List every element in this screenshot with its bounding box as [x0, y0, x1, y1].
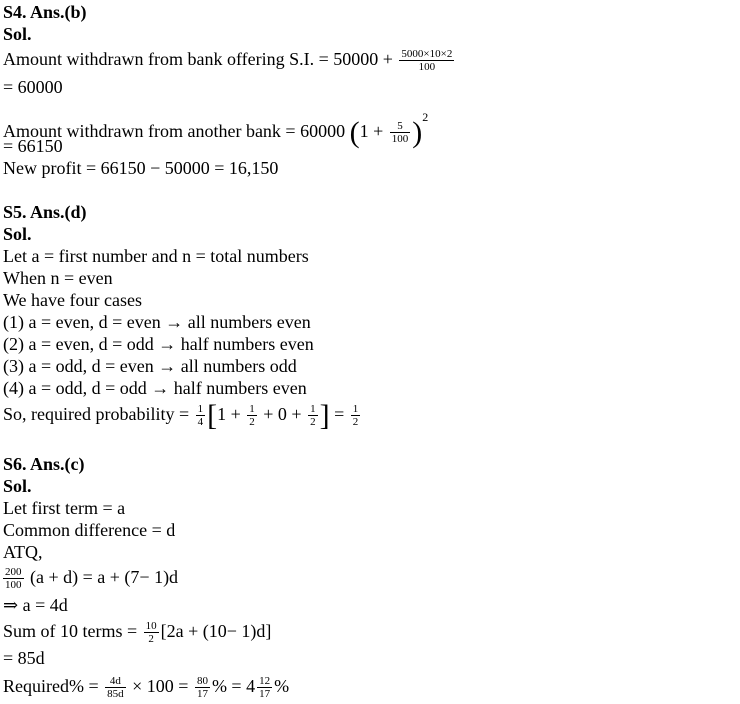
s4-ci-inner: 1 + — [359, 121, 384, 141]
s5-f1-num: 1 — [197, 403, 204, 416]
s6-frac-80-17 — [195, 675, 210, 700]
s6-f2-den: 17 — [196, 688, 208, 701]
s5-case-1: (1) a = even, d = even → all numbers even — [3, 312, 311, 332]
s6-req-pct: % = 4 — [211, 676, 256, 696]
s6-frac-200-100 — [3, 566, 24, 591]
s5-case-2: (2) a = even, d = odd → half numbers even — [3, 334, 314, 354]
s6-req-end: % — [274, 676, 290, 696]
s6-sol-label: Sol. — [3, 476, 32, 496]
s5-open-bracket: [ — [207, 398, 218, 432]
s6-l4-text: (a + d) = a + (7− 1)d — [30, 567, 179, 587]
s5-term-2: + 0 + — [263, 404, 302, 424]
s6-line-required — [3, 675, 289, 700]
s6-line-equation — [3, 566, 178, 591]
s6-l4-num: 200 — [5, 566, 22, 579]
s5-heading: S5. Ans.(d) — [3, 202, 87, 222]
s6-line-atq: ATQ, — [3, 542, 43, 562]
s5-f4-num: 1 — [352, 403, 359, 416]
s6-line-85d: = 85d — [3, 648, 45, 668]
s4-si-num: 5000×10×2 — [401, 48, 453, 61]
s5-term-1: 1 + — [217, 404, 241, 424]
s6-frac-10-2 — [144, 620, 159, 645]
s5-f3-num: 1 — [310, 403, 316, 416]
s6-req-mid: × 100 = — [132, 676, 189, 696]
s6-l6-den: 2 — [148, 633, 154, 646]
s6-line-common-diff: Common difference = d — [3, 520, 176, 540]
s6-line-first-term: Let first term = a — [3, 498, 126, 518]
s4-line-profit: New profit = 66150 − 50000 = 16,150 — [3, 158, 279, 178]
s4-ci-exponent: 2 — [422, 110, 429, 124]
s6-sum-rest: [2a + (10− 1)d] — [160, 621, 272, 641]
s4-si-fraction — [399, 48, 454, 73]
s5-prob-text: So, required probability = — [3, 404, 190, 424]
s5-frac-half-a — [247, 403, 257, 428]
s6-f1-den: 85d — [107, 688, 124, 701]
s5-line-probability — [3, 398, 362, 432]
s5-close-bracket: ] — [319, 398, 330, 432]
s4-ci-text: Amount withdrawn from another bank = 60000 — [3, 121, 346, 141]
s6-line-implies: ⇒ a = 4d — [3, 595, 68, 615]
s5-f2-num: 1 — [249, 403, 255, 416]
s4-ci-open-paren: ( — [349, 115, 360, 149]
s4-ci-close-paren: ) — [412, 115, 423, 149]
s6-f3-num: 12 — [259, 675, 271, 688]
s5-frac-half-b — [308, 403, 318, 428]
s6-f1-num: 4d — [105, 675, 126, 688]
s4-ci-num: 5 — [390, 120, 411, 133]
s4-heading: S4. Ans.(b) — [3, 2, 87, 22]
s4-line-simple-interest — [3, 48, 456, 73]
s5-f1-den: 4 — [197, 416, 204, 429]
s5-sol-label: Sol. — [3, 224, 32, 244]
s6-l4-den: 100 — [5, 579, 22, 592]
s5-frac-quarter — [196, 403, 206, 428]
s5-line-cases: We have four cases — [3, 290, 142, 310]
s6-line-sum — [3, 620, 271, 645]
s5-equals: = — [334, 404, 345, 424]
s4-line-66150: = 66150 — [3, 136, 63, 156]
s6-frac-4d-85d — [105, 675, 126, 700]
s5-frac-result — [351, 403, 361, 428]
s5-f4-den: 2 — [352, 416, 359, 429]
s6-l6-num: 10 — [145, 620, 157, 633]
s5-case-4: (4) a = odd, d = odd → half numbers even — [3, 378, 307, 398]
s6-f2-num: 80 — [196, 675, 208, 688]
s5-f3-den: 2 — [310, 416, 316, 429]
s5-line-let: Let a = first number and n = total numbers — [3, 246, 309, 266]
s6-heading: S6. Ans.(c) — [3, 454, 85, 474]
s5-f2-den: 2 — [249, 416, 255, 429]
s4-ci-fraction — [390, 120, 411, 145]
s6-frac-12-17 — [257, 675, 272, 700]
s4-sol-label: Sol. — [3, 24, 32, 44]
s5-line-when: When n = even — [3, 268, 113, 288]
s6-sum-text: Sum of 10 terms = — [3, 621, 138, 641]
s6-f3-den: 17 — [259, 688, 271, 701]
s4-line-60000: = 60000 — [3, 77, 63, 97]
s5-case-3: (3) a = odd, d = even → all numbers odd — [3, 356, 297, 376]
s4-si-text: Amount withdrawn from bank offering S.I. = 50000 + — [3, 49, 393, 69]
s6-req-text: Required% = — [3, 676, 99, 696]
s4-ci-den: 100 — [391, 133, 409, 146]
s4-si-den: 100 — [418, 61, 436, 74]
